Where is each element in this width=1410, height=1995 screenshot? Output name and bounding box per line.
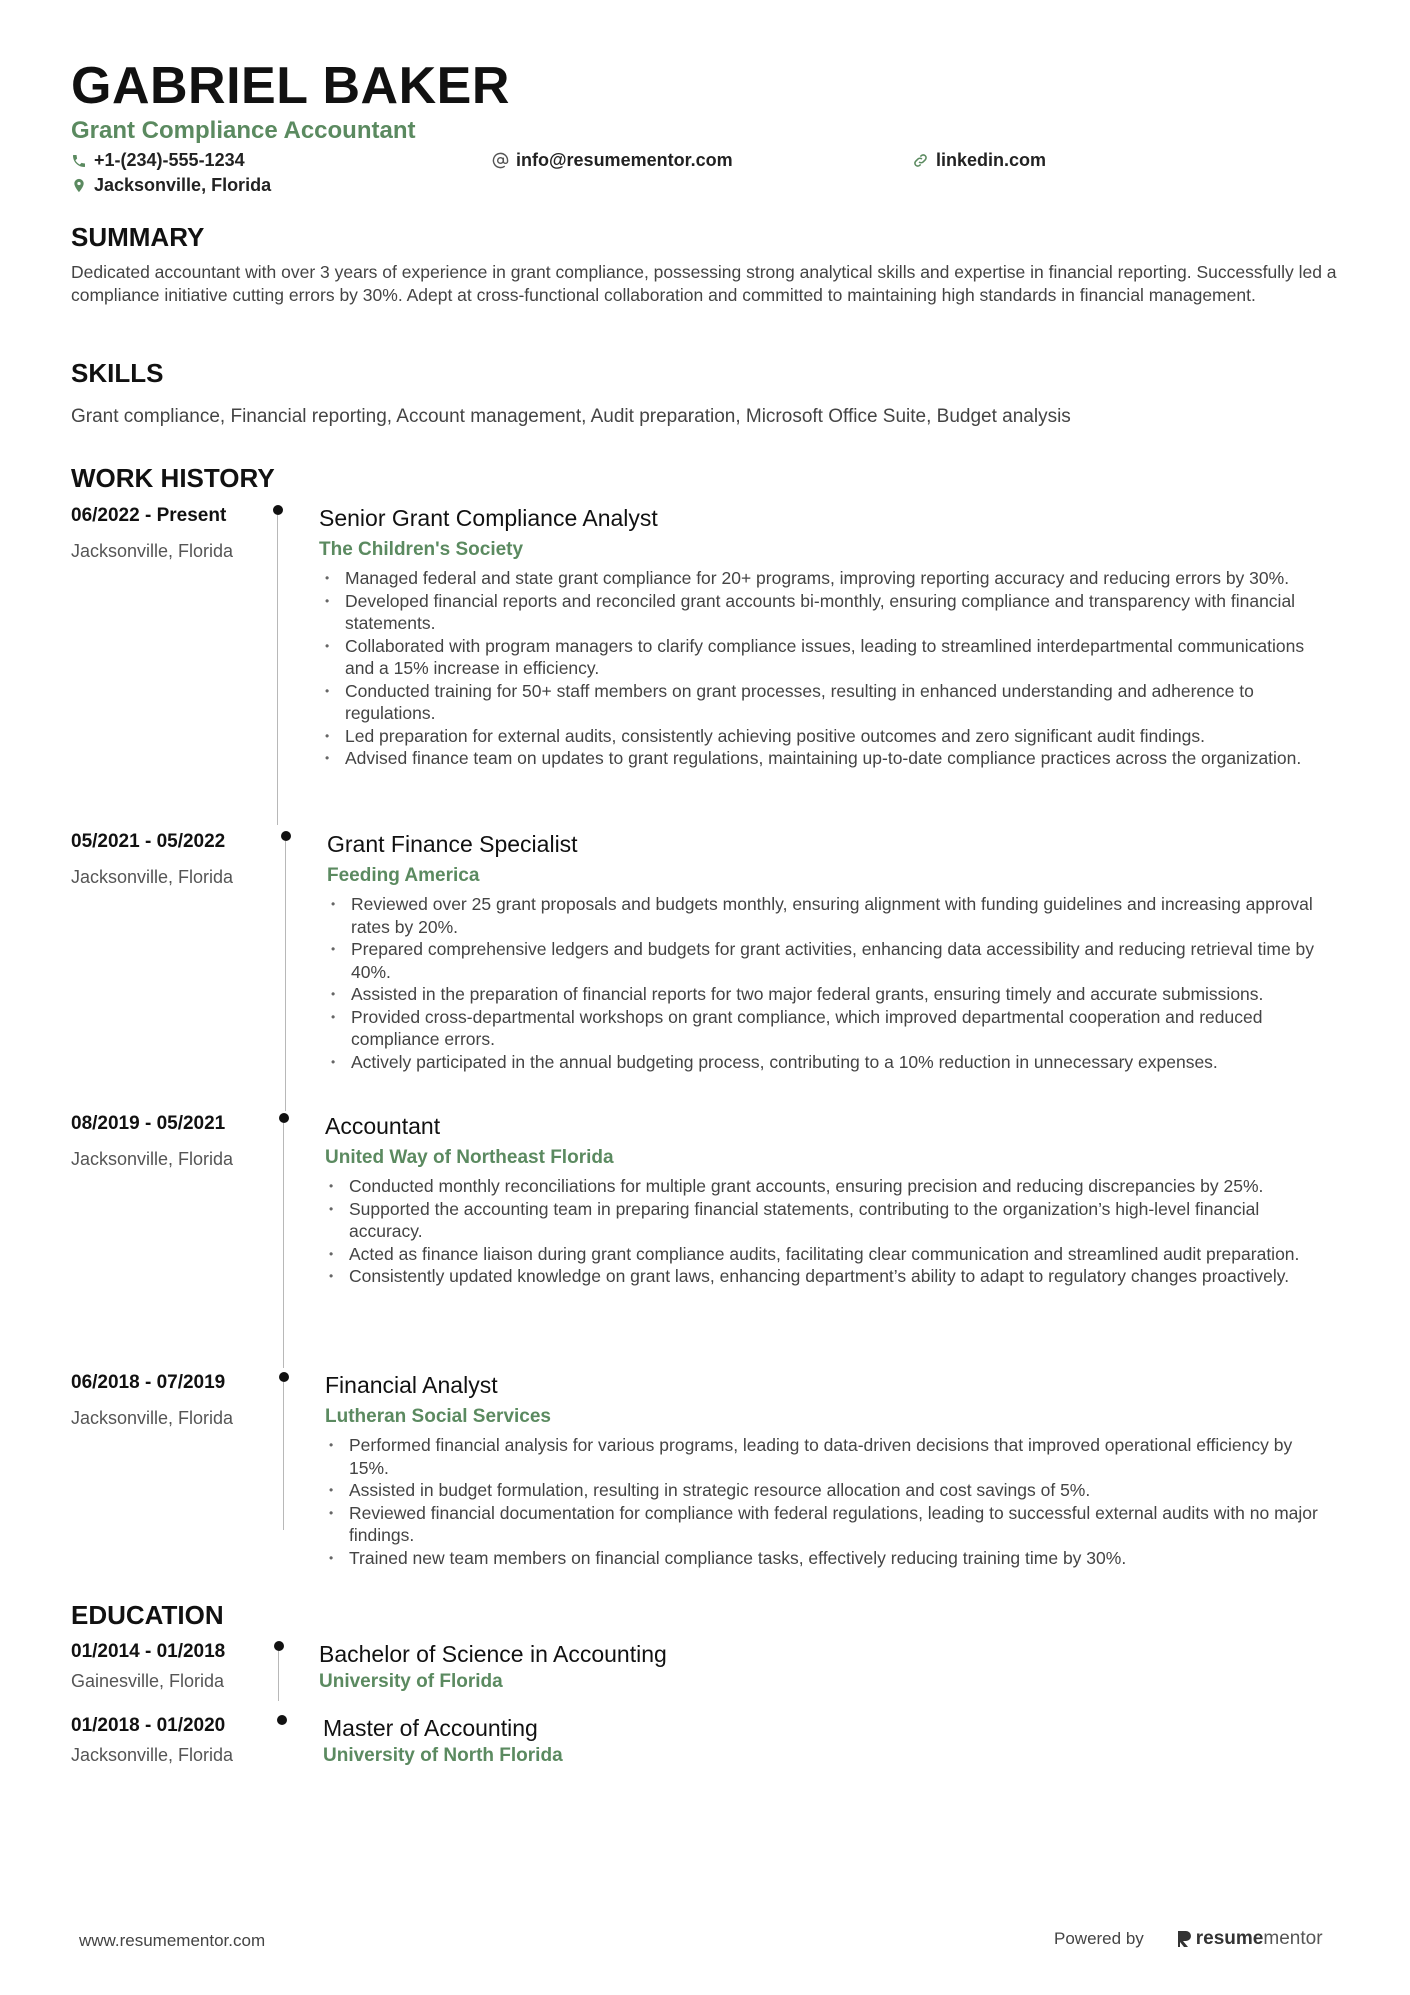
bullet-item: • Prepared comprehensive ledgers and budgets for grant activities, enhancing data accessibility and reducing retrieval time by 40%.: [329, 938, 1335, 983]
work-company: Feeding America: [327, 865, 480, 886]
work-role: Grant Finance Specialist: [327, 831, 578, 857]
education-location: Gainesville, Florida: [71, 1671, 225, 1691]
location-pin-icon: [71, 177, 87, 194]
education-degree: Master of Accounting: [323, 1715, 538, 1741]
bullet-item: • Collaborated with program managers to clarify compliance issues, leading to streamlined interdepartmental communications and a 15% increase in efficiency.: [323, 635, 1333, 680]
education-location: Jacksonville, Florida: [71, 1745, 234, 1765]
timeline-dot: [273, 505, 283, 515]
timeline-line: [283, 1123, 284, 1368]
bullet-item: • Assisted in the preparation of financial reports for two major federal grants, ensuring timely and accurate submissions.: [329, 983, 1335, 1006]
work-dates: 06/2022 - Present: [71, 505, 227, 526]
work-bullets: [329, 893, 1335, 1073]
bullet-item: • Developed financial reports and reconciled grant accounts bi-monthly, ensuring compliance and transparency with financial statements.: [323, 590, 1333, 635]
work-role: Financial Analyst: [325, 1372, 498, 1398]
at-sign-icon: [492, 152, 509, 169]
work-company: United Way of Northeast Florida: [325, 1147, 614, 1168]
contact-location: [71, 175, 271, 196]
work-dates: 06/2018 - 07/2019: [71, 1372, 226, 1393]
candidate-name: GABRIEL BAKER: [71, 57, 510, 115]
bullet-item: • Reviewed over 25 grant proposals and budgets monthly, ensuring alignment with funding guidelines and increasing approval rates by 20%.: [329, 893, 1335, 938]
skills-text: Grant compliance, Financial reporting, Account management, Audit preparation, Microsoft Office Suite, Budget analysis: [71, 406, 1071, 427]
work-role: Senior Grant Compliance Analyst: [319, 505, 658, 531]
education-dates: 01/2014 - 01/2018: [71, 1641, 226, 1662]
timeline-dot: [279, 1372, 289, 1382]
skills-heading: SKILLS: [71, 358, 164, 388]
bullet-item: • Advised finance team on updates to grant regulations, maintaining up-to-date compliance practices across the organization.: [323, 747, 1333, 770]
location-text: Jacksonville, Florida: [94, 175, 272, 195]
bullet-item: • Consistently updated knowledge on grant laws, enhancing department’s ability to adapt to regulatory changes proactively.: [327, 1265, 1335, 1288]
bullet-item: • Assisted in budget formulation, resulting in strategic resource allocation and cost savings of 5%.: [327, 1479, 1335, 1502]
powered-by-label: Powered by: [1054, 1929, 1144, 1948]
contact-linkedin: [912, 150, 1046, 171]
link-icon: [912, 152, 929, 169]
summary-heading: SUMMARY: [71, 222, 205, 252]
education-school: University of North Florida: [323, 1745, 563, 1766]
work-history-heading: WORK HISTORY: [71, 463, 275, 493]
work-location: Jacksonville, Florida: [71, 1149, 234, 1169]
summary-text: Dedicated accountant with over 3 years of experience in grant compliance, possessing strong analytical skills and expertise in financial reporting. Successfully led a compliance initiative cutting errors by 30%. Adept at cross-functional collaboration and committed to maintaining high standards in financial management.: [71, 262, 1337, 305]
bullet-item: • Provided cross-departmental workshops on grant compliance, which improved departmental cooperation and reduced compliance errors.: [329, 1006, 1335, 1051]
linkedin-text[interactable]: linkedin.com: [936, 150, 1047, 170]
education-heading: EDUCATION: [71, 1600, 224, 1630]
timeline-dot: [279, 1113, 289, 1123]
timeline-line: [283, 1382, 284, 1530]
work-location: Jacksonville, Florida: [71, 1408, 234, 1428]
work-bullets: [327, 1434, 1335, 1569]
bullet-item: • Managed federal and state grant compliance for 20+ programs, improving reporting accuracy and reducing errors by 30%.: [323, 567, 1333, 590]
work-company: Lutheran Social Services: [325, 1406, 551, 1427]
timeline-dot: [277, 1715, 287, 1725]
candidate-title: Grant Compliance Accountant: [71, 117, 416, 144]
education-dates: 01/2018 - 01/2020: [71, 1715, 226, 1736]
timeline-dot: [274, 1641, 284, 1651]
bullet-item: • Performed financial analysis for various programs, leading to data-driven decisions that improved operational efficiency by 15%.: [327, 1434, 1335, 1479]
bullet-item: • Conducted training for 50+ staff members on grant processes, resulting in enhanced understanding and adherence to regulations.: [323, 680, 1333, 725]
brand-light: mentor: [1263, 1928, 1323, 1949]
work-dates: 05/2021 - 05/2022: [71, 831, 226, 852]
resumementor-logo-icon: [1176, 1929, 1192, 1949]
work-bullets: [323, 567, 1333, 770]
timeline-dot: [281, 831, 291, 841]
brand-logo[interactable]: [1176, 1928, 1323, 1950]
email-text[interactable]: info@resumementor.com: [516, 150, 733, 170]
bullet-item: • Led preparation for external audits, consistently achieving positive outcomes and zero significant audit findings.: [323, 725, 1333, 748]
bullet-item: • Trained new team members on financial compliance tasks, effectively reducing training time by 30%.: [327, 1547, 1335, 1570]
footer-website[interactable]: www.resumementor.com: [79, 1931, 266, 1950]
bullet-item: • Conducted monthly reconciliations for multiple grant accounts, ensuring precision and reducing discrepancies by 25%.: [327, 1175, 1335, 1198]
bullet-item: • Supported the accounting team in preparing financial statements, contributing to the organization’s high-level financial accuracy.: [327, 1198, 1335, 1243]
bullet-item: • Acted as finance liaison during grant compliance audits, facilitating clear communication and streamlined audit preparation.: [327, 1243, 1335, 1266]
footer-powered-by: [1054, 1928, 1323, 1950]
contact-email: [492, 150, 733, 171]
contact-phone: [71, 150, 245, 171]
phone-icon: [71, 153, 87, 169]
timeline-line: [278, 1651, 279, 1701]
bullet-item: • Reviewed financial documentation for compliance with federal regulations, leading to successful external audits with no major findings.: [327, 1502, 1335, 1547]
timeline-line: [277, 515, 278, 825]
work-company: The Children's Society: [319, 539, 524, 560]
phone-text[interactable]: +1-(234)-555-1234: [94, 150, 245, 170]
education-degree: Bachelor of Science in Accounting: [319, 1641, 667, 1667]
work-location: Jacksonville, Florida: [71, 867, 234, 887]
work-dates: 08/2019 - 05/2021: [71, 1113, 226, 1134]
timeline-line: [285, 841, 286, 1111]
brand-bold: resume: [1195, 1928, 1264, 1949]
bullet-item: • Actively participated in the annual budgeting process, contributing to a 10% reduction in unnecessary expenses.: [329, 1051, 1335, 1074]
work-bullets: [327, 1175, 1335, 1288]
work-role: Accountant: [325, 1113, 441, 1139]
work-location: Jacksonville, Florida: [71, 541, 234, 561]
education-school: University of Florida: [319, 1671, 503, 1692]
